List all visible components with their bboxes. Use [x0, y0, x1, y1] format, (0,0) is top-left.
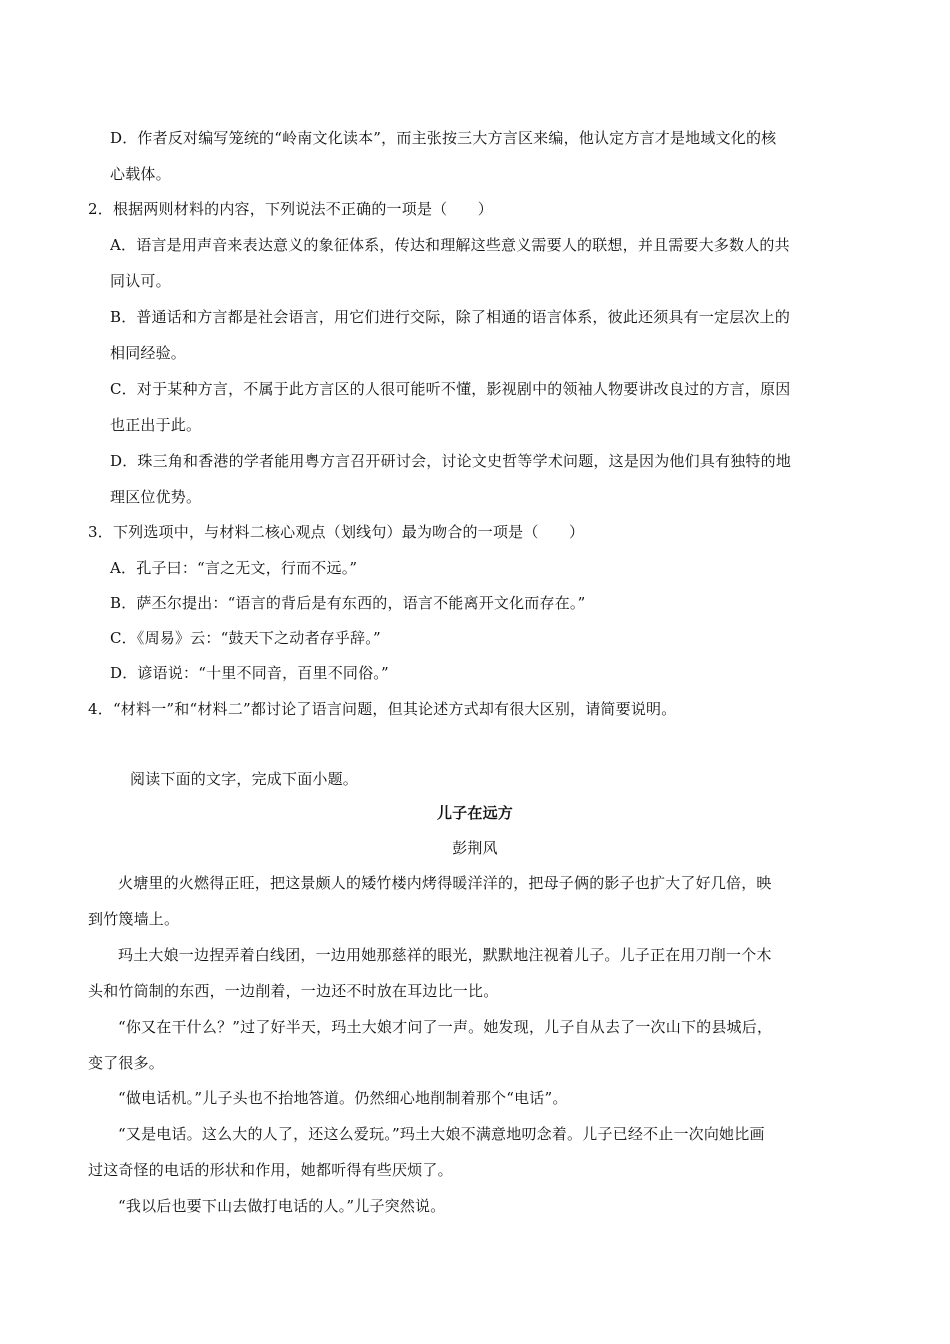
p3-line1: “你又在干什么？”过了好半天，玛土大娘才问了一声。她发现，儿子自从去了一次山下的县城后，: [118, 1018, 773, 1036]
reading-intro: 阅读下面的文字，完成下面小题。: [130, 770, 359, 788]
p1-line1: 火塘里的火燃得正旺，把这景颇人的矮竹楼内烤得暖洋洋的，把母子俩的影子也扩大了好几倍，映: [118, 874, 772, 892]
q2-optB-line2: 相同经验。: [110, 344, 187, 362]
q3-optB: B．萨丕尔提出：“语言的背后是有东西的，语言不能离开文化而存在。”: [110, 594, 586, 612]
passage-title: 儿子在远方: [436, 804, 513, 822]
q1-optD-line1: D．作者反对编写笼统的“岭南文化读本”，而主张按三大方言区来编，他认定方言才是地域文化的核: [110, 129, 777, 147]
q2-optA-line2: 同认可。: [110, 272, 171, 290]
q4-stem: 4．“材料一”和“材料二”都讨论了语言问题，但其论述方式却有很大区别，请简要说明。: [88, 700, 677, 718]
p3-line2: 变了很多。: [88, 1054, 165, 1072]
p5-line2: 过这奇怪的电话的形状和作用，她都听得有些厌烦了。: [88, 1161, 453, 1179]
q3-stem: 3．下列选项中，与材料二核心观点（划线句）最为吻合的一项是（ ）: [88, 523, 585, 541]
q3-optA: A．孔子曰：“言之无文，行而不远。”: [110, 559, 358, 577]
p6-line1: “我以后也要下山去做打电话的人。”儿子突然说。: [118, 1197, 446, 1215]
q2-optD-line1: D．珠三角和香港的学者能用粤方言召开研讨会，讨论文史哲等学术问题，这是因为他们具有独特的地: [110, 452, 792, 470]
q3-optD: D．谚语说：“十里不同音，百里不同俗。”: [110, 664, 389, 682]
q1-optD-line2: 心载体。: [110, 165, 171, 183]
q2-stem: 2．根据两则材料的内容，下列说法不正确的一项是（ ）: [88, 200, 493, 218]
q2-optD-line2: 理区位优势。: [110, 488, 202, 506]
p2-line2: 头和竹筒制的东西，一边削着，一边还不时放在耳边比一比。: [88, 982, 499, 1000]
q2-optA-line1: A．语言是用声音来表达意义的象征体系，传达和理解这些意义需要人的联想，并且需要大多数人的共: [110, 236, 790, 254]
p2-line1: 玛土大娘一边捏弄着白线团，一边用她那慈祥的眼光，默默地注视着儿子。儿子正在用刀削一个木: [118, 946, 772, 964]
p1-line2: 到竹篾墙上。: [88, 910, 180, 928]
p4-line1: “做电话机。”儿子头也不抬地答道。仍然细心地削制着那个“电话”。: [118, 1089, 568, 1107]
q2-optC-line2: 也正出于此。: [110, 416, 202, 434]
q2-optC-line1: C．对于某种方言，不属于此方言区的人很可能听不懂，影视剧中的领袖人物要讲改良过的方言，原因: [110, 380, 791, 398]
passage-author: 彭荆风: [452, 839, 498, 857]
q2-optB-line1: B．普通话和方言都是社会语言，用它们进行交际，除了相通的语言体系，彼此还须具有一定层次上的: [110, 308, 791, 326]
p5-line1: “又是电话。这么大的人了，还这么爱玩。”玛土大娘不满意地叨念着。儿子已经不止一次向她比画: [118, 1125, 765, 1143]
q3-optC: C．《周易》云：“鼓天下之动者存乎辞。”: [110, 629, 381, 647]
